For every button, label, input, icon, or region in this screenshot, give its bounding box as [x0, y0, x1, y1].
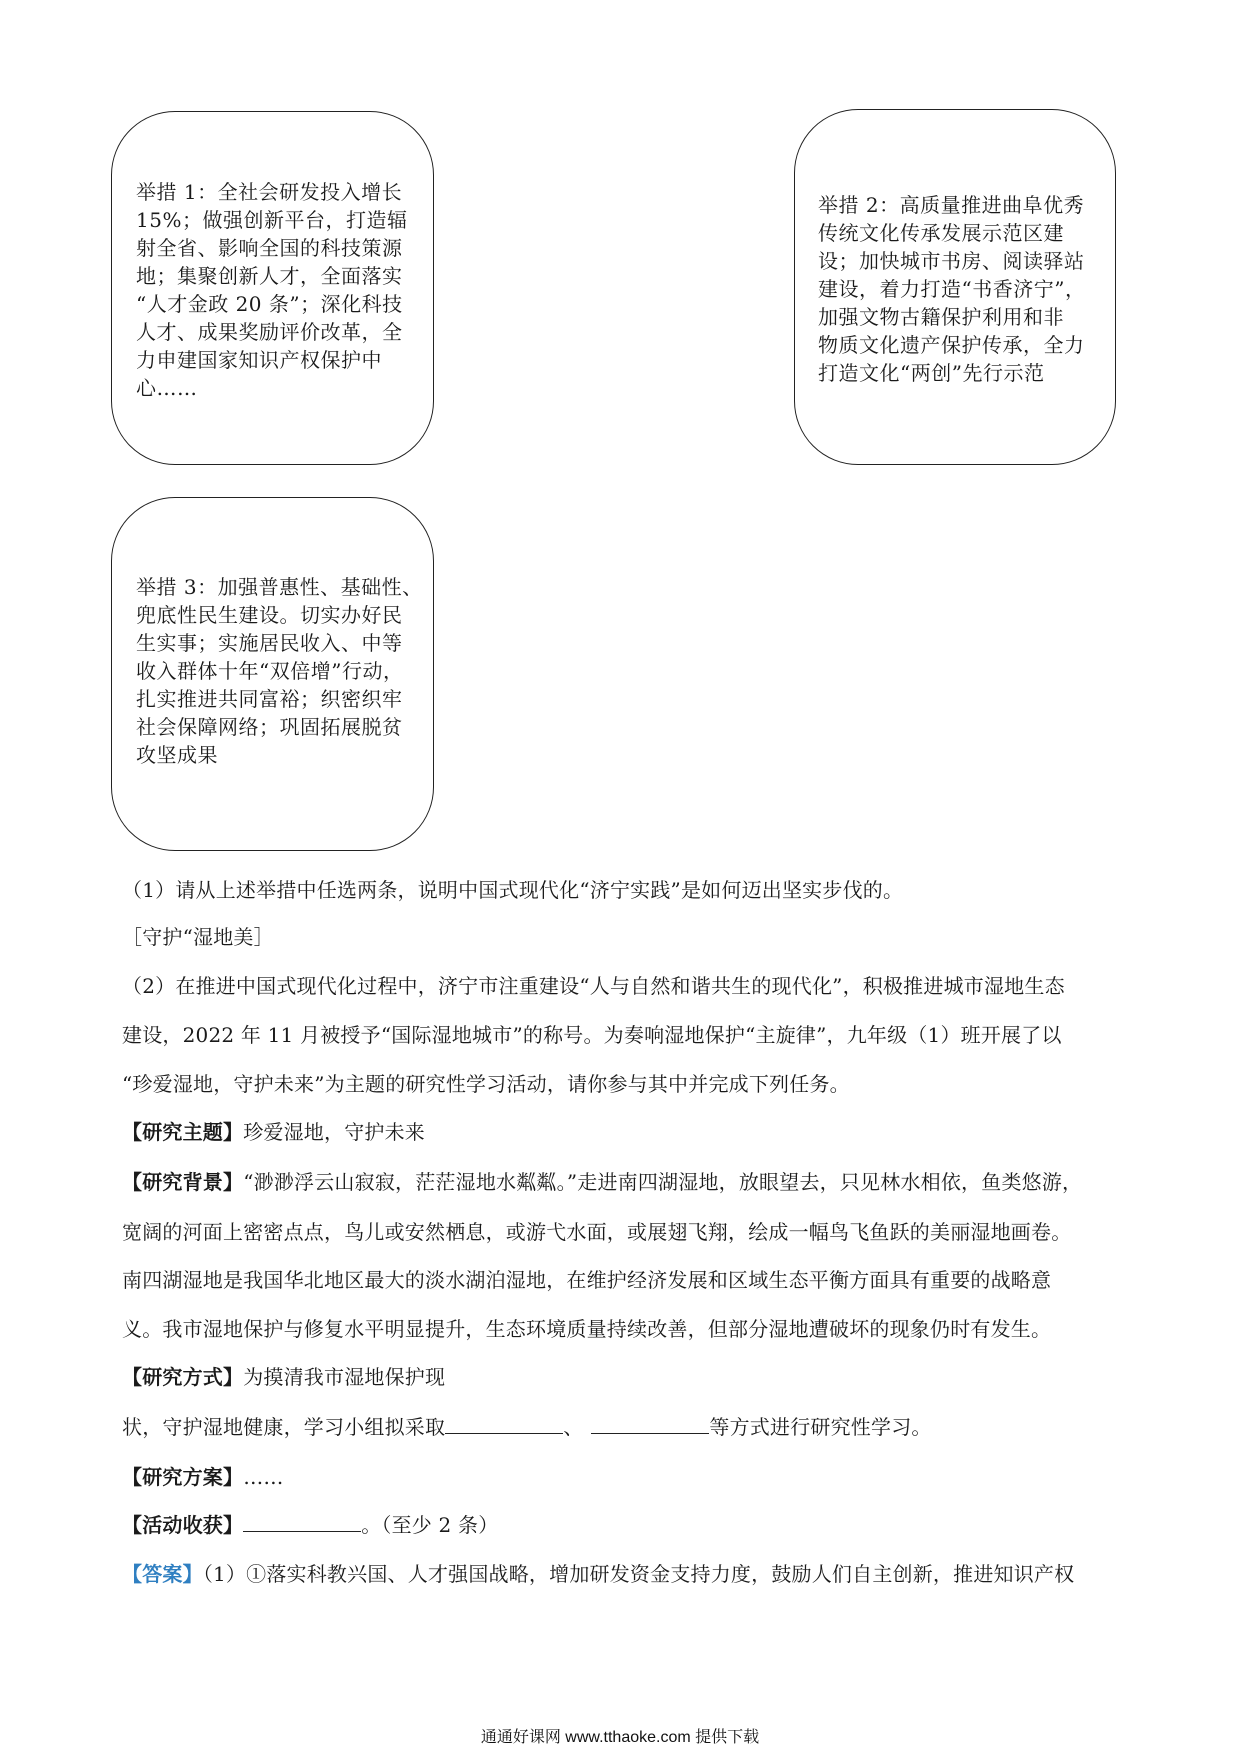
research-method-sep: 、 [563, 1415, 584, 1439]
box-line: 兜底性民生建设。切实办好民 [136, 603, 403, 627]
question-2-line-3: “珍爱湿地，守护未来”为主题的研究性学习活动，请你参与其中并完成下列任务。 [122, 1072, 850, 1096]
question-1: （1）请从上述举措中任选两条，说明中国式现代化“济宁实践”是如何迈出坚实步伐的。 [122, 878, 904, 902]
box-line: 射全省、影响全国的科技策源 [136, 236, 403, 260]
box-line: 收入群体十年“双倍增”行动， [136, 659, 404, 683]
box-line: 举措 2：高质量推进曲阜优秀 [818, 193, 1085, 217]
research-topic-text: 珍爱湿地，守护未来 [243, 1120, 426, 1144]
box-line: 15%；做强创新平台，打造辐 [136, 208, 408, 232]
section-heading: ［守护“湿地美］ [122, 925, 274, 949]
box-line: 心…… [136, 376, 198, 400]
research-background-line-2: 宽阔的河面上密密点点，鸟儿或安然栖息，或游弋水面，或展翅飞翔，绘成一幅鸟飞鱼跃的美丽湿地画卷。 [122, 1220, 1072, 1244]
box-line: 举措 3：加强普惠性、基础性、 [136, 575, 423, 599]
answer-text: （1）①落实科教兴国、人才强国战略，增加研发资金支持力度，鼓励人们自主创新，推进知识产权 [202, 1562, 1075, 1586]
answer-blank-2[interactable] [591, 1413, 709, 1434]
box-line: 社会保障网络；巩固拓展脱贫 [136, 715, 403, 739]
box-line: 举措 1：全社会研发投入增长 [136, 180, 403, 204]
research-background-line-3: 南四湖湿地是我国华北地区最大的淡水湖泊湿地，在维护经济发展和区域生态平衡方面具有重要的战略意 [122, 1268, 1052, 1292]
research-method-text-b: 等方式进行研究性学习。 [709, 1415, 932, 1439]
research-topic [122, 1118, 1132, 1146]
answer-blank-1[interactable] [445, 1413, 563, 1434]
research-method-label: 【研究方式】 [122, 1365, 244, 1389]
box-line: 力申建国家知识产权保护中 [136, 348, 382, 372]
question-2-line-1: （2）在推进中国式现代化过程中，济宁市注重建设“人与自然和谐共生的现代化”，积极推进城市湿地生态 [122, 974, 1065, 998]
page-footer: 通通好课网 www.tthaoke.com 提供下载 [480, 1729, 760, 1746]
activity-gains-text: 。（至少 2 条） [361, 1513, 499, 1537]
research-plan-label: 【研究方案】 [122, 1465, 244, 1489]
research-background-line-1 [122, 1168, 1132, 1196]
research-background-text: “渺渺浮云山寂寂，茫茫湿地水粼粼。”走进南四湖湿地，放眼望去，只见林水相依，鱼类悠游， [243, 1170, 1083, 1194]
research-topic-label: 【研究主题】 [122, 1120, 244, 1144]
research-background-label: 【研究背景】 [122, 1170, 244, 1194]
research-method-text-a: 状，守护湿地健康，学习小组拟采取 [122, 1415, 446, 1439]
box-line: 传统文化传承发展示范区建 [818, 221, 1064, 245]
answer-line [122, 1560, 1132, 1588]
box-line: 设；加快城市书房、阅读驿站 [818, 249, 1085, 273]
answer-blank-3[interactable] [243, 1511, 361, 1532]
activity-gains-label: 【活动收获】 [122, 1513, 244, 1537]
measure-box-2-text [818, 191, 1108, 387]
measure-box-3-text [136, 573, 426, 769]
box-line: “人才金政 20 条”；深化科技 [136, 292, 403, 316]
research-method-line-1 [122, 1363, 1132, 1391]
measure-box-1-text [136, 178, 426, 402]
box-line: 建设，着力打造“书香济宁”， [818, 277, 1086, 301]
activity-gains [122, 1511, 1132, 1539]
box-line: 扎实推进共同富裕；织密织牢 [136, 687, 403, 711]
box-line: 打造文化“两创”先行示范 [818, 361, 1045, 385]
research-method-line-2 [122, 1413, 1132, 1441]
box-line: 人才、成果奖励评价改革，全 [136, 320, 403, 344]
box-line: 攻坚成果 [136, 743, 218, 767]
answer-label: 【答案】 [122, 1562, 203, 1586]
research-plan-text: …… [243, 1465, 284, 1489]
box-line: 物质文化遗产保护传承，全力 [818, 333, 1085, 357]
research-plan [122, 1463, 1132, 1491]
question-2-line-2: 建设，2022 年 11 月被授予“国际湿地城市”的称号。为奏响湿地保护“主旋律”，九年级（1）班开展了以 [122, 1023, 1062, 1047]
research-background-line-4: 义。我市湿地保护与修复水平明显提升，生态环境质量持续改善，但部分湿地遭破坏的现象仍时有发生。 [122, 1317, 1052, 1341]
box-line: 加强文物古籍保护利用和非 [818, 305, 1064, 329]
research-method-text: 为摸清我市湿地保护现 [243, 1365, 446, 1389]
box-line: 生实事；实施居民收入、中等 [136, 631, 403, 655]
box-line: 地；集聚创新人才，全面落实 [136, 264, 403, 288]
